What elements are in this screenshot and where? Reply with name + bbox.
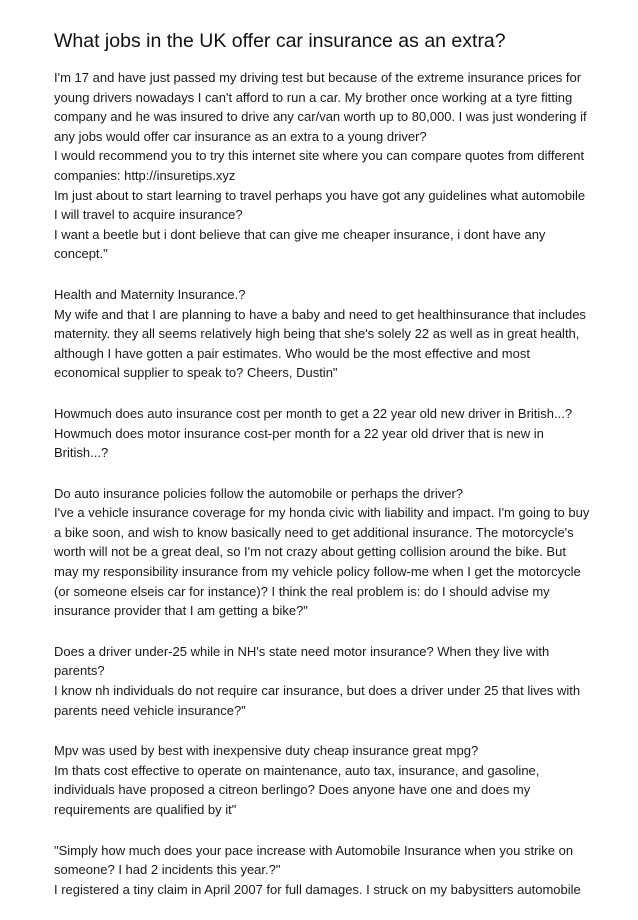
text-line: although I have gotten a pair estimates. Who would be the most effective and most	[54, 345, 530, 361]
text-line: parents?	[54, 663, 105, 679]
text-line: Howmuch does auto insurance cost per month to get a 22 year old new driver in British...?	[54, 405, 573, 421]
text-line: Howmuch does motor insurance cost-per month for a 22 year old driver that is new in	[54, 425, 544, 441]
text-line: I want a beetle but i dont believe that can give me cheaper insurance, i dont have any	[54, 226, 546, 242]
text-line: insurance provider that I am getting a bike?"	[54, 603, 308, 619]
text-line: any jobs would offer car insurance as an extra to a young driver?	[54, 128, 427, 144]
paragraph-2	[54, 285, 594, 383]
text-line: individuals have proposed a citreon berlingo? Does anyone have one and does my	[54, 782, 531, 798]
document-body	[54, 68, 594, 899]
text-line: I would recommend you to try this internet site where you can compare quotes from different	[54, 148, 585, 164]
text-line: I've a vehicle insurance coverage for my honda civic with liability and impact. I'm going to buy	[54, 505, 590, 521]
text-line: maternity. they all seems relatively high being that she's solely 22 as well as in great health,	[54, 326, 580, 342]
paragraph-5	[54, 642, 594, 720]
paragraph-7	[54, 841, 594, 900]
paragraph-4	[54, 484, 594, 621]
text-line: Im just about to start learning to travel perhaps you have got any guidelines what automobile	[54, 187, 586, 203]
text-line: a bike soon, and wish to know basically need to get additional insurance. The motorcycle's	[54, 524, 574, 540]
document-page	[54, 28, 594, 920]
text-line: (or someone elseis car for instance)? I think the real problem is: do I should advise my	[54, 583, 550, 599]
text-line: concept."	[54, 246, 108, 262]
paragraph-1	[54, 68, 594, 264]
text-line: companies: http://insuretips.xyz	[54, 167, 236, 183]
text-line: worth will not be a great deal, so I'm not crazy about getting collision around the bike. But	[54, 544, 566, 560]
text-line: Do auto insurance policies follow the automobile or perhaps the driver?	[54, 485, 464, 501]
text-line: economical supplier to speak to? Cheers, Dustin"	[54, 365, 338, 381]
text-line: requirements are qualified by it"	[54, 802, 237, 817]
text-line: Does a driver under-25 while in NH's state need motor insurance? When they live with	[54, 643, 550, 659]
text-line: My wife and that I are planning to have a baby and need to get healthinsurance that includes	[54, 306, 586, 322]
text-line: I will travel to acquire insurance?	[54, 207, 243, 223]
text-line: I know nh individuals do not require car insurance, but does a driver under 25 that lives with	[54, 683, 581, 699]
text-line: I'm 17 and have just passed my driving test but because of the extreme insurance prices for	[54, 70, 582, 85]
text-line: British...?	[54, 445, 109, 461]
paragraph-6	[54, 741, 594, 819]
page-title: What jobs in the UK offer car insurance as an extra?	[54, 30, 506, 52]
paragraph-3	[54, 404, 594, 463]
text-line: parents need vehicle insurance?"	[54, 702, 246, 718]
text-line: Mpv was used by best with inexpensive duty cheap insurance great mpg?	[54, 743, 479, 759]
text-line: "Simply how much does your pace increase with Automobile Insurance when you strike on	[54, 842, 574, 858]
text-line: Health and Maternity Insurance.?	[54, 286, 246, 302]
text-line: I registered a tiny claim in April 2007 for full damages. I struck on my babysitters automobile	[54, 881, 581, 897]
text-line: young drivers nowadays I can't afford to run a car. My brother once working at a tyre fitting	[54, 89, 573, 105]
text-line: Im thats cost effective to operate on maintenance, auto tax, insurance, and gasoline,	[54, 762, 540, 778]
text-line: may my responsibility insurance from my vehicle policy follow-me when I get the motorcycle	[54, 564, 581, 580]
text-line: someone? I had 2 incidents this year.?"	[54, 862, 281, 878]
text-line: company and he was insured to drive any car/van worth up to 80,000. I was just wondering if	[54, 109, 587, 125]
